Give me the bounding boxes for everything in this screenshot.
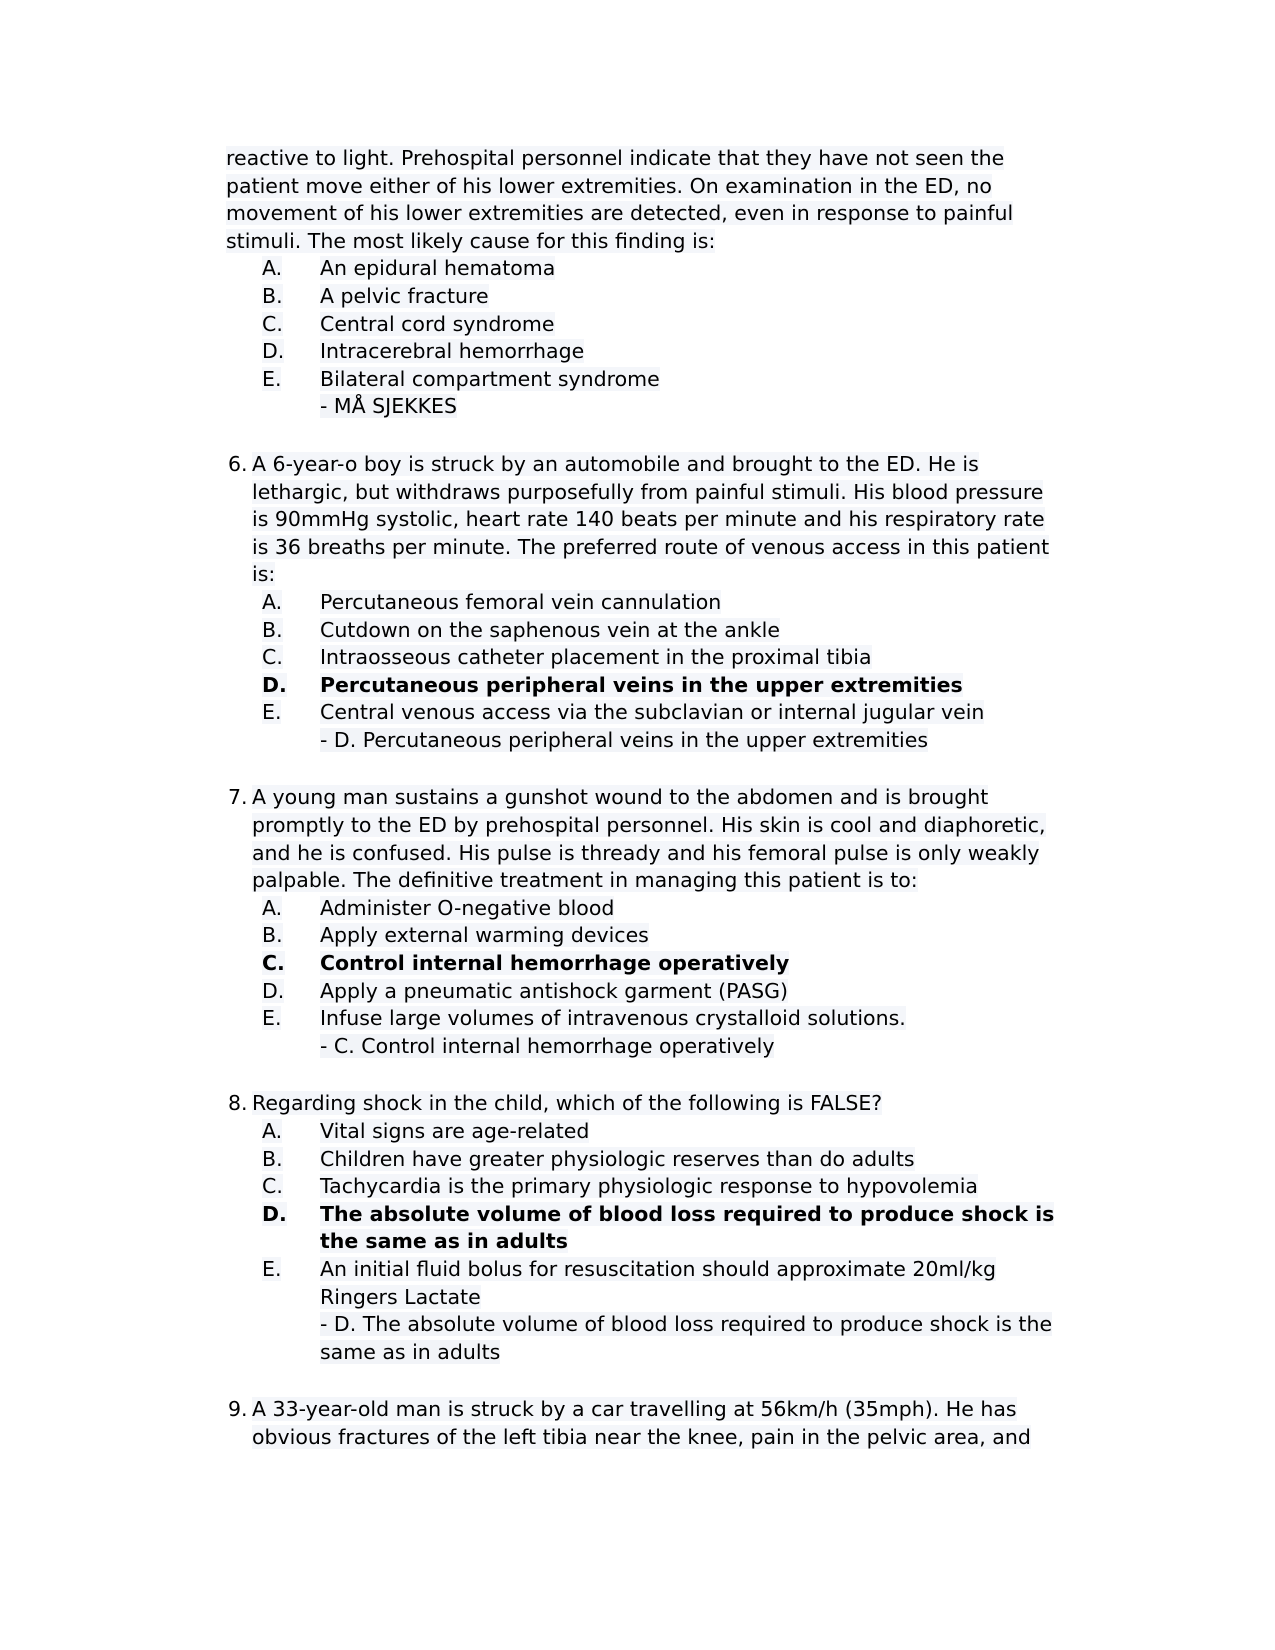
option-row[interactable]	[210, 311, 1065, 339]
option-text	[320, 1173, 1065, 1201]
option-letter	[210, 672, 320, 700]
option-row[interactable]	[210, 1005, 1065, 1033]
option-text	[320, 338, 1065, 366]
question-block-6	[210, 451, 1065, 755]
option-text	[320, 589, 1065, 617]
option-text-value: Central venous access via the subclavian or internal jugular vein	[320, 700, 985, 725]
answer-line-text: - D. Percutaneous peripheral veins in the upper extremities	[320, 727, 928, 752]
option-text	[320, 950, 1065, 978]
option-letter-text: E.	[262, 700, 282, 725]
option-row[interactable]	[210, 366, 1065, 394]
option-text	[320, 644, 1065, 672]
option-letter-text: B.	[262, 1146, 283, 1171]
option-row[interactable]	[210, 644, 1065, 672]
option-text	[320, 617, 1065, 645]
option-text-value: A pelvic fracture	[320, 283, 489, 308]
option-row[interactable]	[210, 978, 1065, 1006]
question-block-9	[210, 1396, 1065, 1451]
option-row[interactable]	[210, 895, 1065, 923]
question-stem-row	[210, 1396, 1065, 1451]
option-letter	[210, 950, 320, 978]
option-text	[320, 311, 1065, 339]
option-text	[320, 672, 1065, 700]
option-letter	[210, 1146, 320, 1174]
option-letter	[210, 283, 320, 311]
question-block-8	[210, 1090, 1065, 1366]
answer-line-text: - MÅ SJEKKES	[320, 394, 458, 419]
option-text-value: Central cord syndrome	[320, 311, 555, 336]
option-text-value: Apply a pneumatic antishock garment (PASG)	[320, 978, 789, 1003]
option-row[interactable]	[210, 338, 1065, 366]
question-stem-text: A 33-year-old man is struck by a car travelling at 56km/h (35mph). He has obvious fractures of the left tibia near the knee, pain in the pelvic area, and	[252, 1397, 1031, 1449]
option-list-6	[210, 589, 1065, 727]
answer-line	[320, 727, 1065, 755]
question-stem-row	[210, 784, 1065, 894]
option-letter-text: D.	[262, 1201, 287, 1226]
option-text	[320, 1201, 1065, 1256]
question-block-continuation	[210, 145, 1065, 421]
option-row-correct[interactable]	[210, 672, 1065, 700]
option-row[interactable]	[210, 922, 1065, 950]
option-letter	[210, 895, 320, 923]
option-text	[320, 699, 1065, 727]
option-letter	[210, 366, 320, 394]
option-row-correct[interactable]	[210, 1201, 1065, 1256]
option-list-7	[210, 895, 1065, 1033]
question-number	[210, 784, 252, 812]
option-row[interactable]	[210, 699, 1065, 727]
answer-line	[320, 393, 1065, 421]
option-text-value: Tachycardia is the primary physiologic response to hypovolemia	[320, 1174, 978, 1199]
option-text	[320, 1146, 1065, 1174]
option-letter-text: A.	[262, 895, 283, 920]
option-row[interactable]	[210, 283, 1065, 311]
option-text-value: Apply external warming devices	[320, 923, 649, 948]
option-letter-text: B.	[262, 283, 283, 308]
answer-line	[320, 1033, 1065, 1061]
option-text-value: Intraosseous catheter placement in the proximal tibia	[320, 645, 872, 670]
option-letter	[210, 311, 320, 339]
option-letter-text: D.	[262, 978, 285, 1003]
option-row[interactable]	[210, 589, 1065, 617]
answer-line-text: - C. Control internal hemorrhage operatively	[320, 1033, 775, 1058]
question-number-text: 9.	[228, 1397, 248, 1422]
option-letter-text: D.	[262, 339, 285, 364]
option-letter-text: E.	[262, 366, 282, 391]
option-letter-text: C.	[262, 951, 285, 976]
option-letter	[210, 1256, 320, 1284]
option-letter-text: B.	[262, 617, 283, 642]
option-row[interactable]	[210, 1118, 1065, 1146]
option-letter	[210, 338, 320, 366]
option-text-value: Children have greater physiologic reserves than do adults	[320, 1146, 915, 1171]
option-text-value: Bilateral compartment syndrome	[320, 366, 660, 391]
option-letter	[210, 617, 320, 645]
option-letter	[210, 1118, 320, 1146]
option-row[interactable]	[210, 1146, 1065, 1174]
question-stem-text: Regarding shock in the child, which of the following is FALSE?	[252, 1091, 883, 1116]
continuation-option-list	[210, 255, 1065, 393]
option-text-value: Intracerebral hemorrhage	[320, 339, 585, 364]
continuation-paragraph-text: reactive to light. Prehospital personnel indicate that they have not seen the patient move either of his lower extremities. On examination in the ED, no movement of his lower extremities are detected, even in response to painful stimuli. The most likely cause for this finding is:	[226, 146, 1014, 253]
question-stem-text: A young man sustains a gunshot wound to the abdomen and is brought promptly to the ED by prehospital personnel. His skin is cool and diaphoretic, and he is confused. His pulse is thready and his femoral pulse is only weakly palpable. The definitive treatment in managing this patient is to:	[252, 785, 1046, 893]
option-letter	[210, 978, 320, 1006]
question-number	[210, 1090, 252, 1118]
option-text	[320, 1118, 1065, 1146]
option-text-value: Administer O-negative blood	[320, 895, 615, 920]
option-row-correct[interactable]	[210, 950, 1065, 978]
option-row[interactable]	[210, 1256, 1065, 1311]
option-letter	[210, 1005, 320, 1033]
option-text	[320, 1005, 1065, 1033]
answer-line-text: - D. The absolute volume of blood loss required to produce shock is the same as in adults	[320, 1312, 1053, 1364]
option-text-value: Infuse large volumes of intravenous crystalloid solutions.	[320, 1006, 906, 1031]
option-text	[320, 922, 1065, 950]
option-letter-text: A.	[262, 1119, 283, 1143]
option-text-value: Vital signs are age-related	[320, 1119, 590, 1143]
option-letter	[210, 589, 320, 617]
question-stem	[252, 1396, 1065, 1451]
option-text-value: Control internal hemorrhage operatively	[320, 951, 790, 976]
option-letter-text: E.	[262, 1006, 282, 1031]
option-row[interactable]	[210, 617, 1065, 645]
option-text-value: An epidural hematoma	[320, 256, 556, 281]
question-number-text: 7.	[228, 785, 248, 810]
option-text	[320, 1256, 1065, 1311]
question-stem	[252, 451, 1065, 589]
option-letter	[210, 255, 320, 283]
question-number-text: 6.	[228, 451, 248, 476]
option-letter	[210, 699, 320, 727]
option-letter	[210, 644, 320, 672]
continuation-paragraph	[226, 145, 1065, 255]
option-letter-text: A.	[262, 256, 283, 281]
option-list-8	[210, 1118, 1065, 1311]
option-letter-text: A.	[262, 589, 283, 614]
question-stem-row	[210, 1090, 1065, 1118]
option-text	[320, 283, 1065, 311]
option-letter-text: C.	[262, 311, 283, 336]
option-text	[320, 366, 1065, 394]
question-stem-text: A 6-year-o boy is struck by an automobile and brought to the ED. He is lethargic, but withdraws purposefully from painful stimuli. His blood pressure is 90mmHg systolic, heart rate 140 beats per minute and his respiratory rate is 36 breaths per minute. The preferred route of venous access in this patient is:	[252, 451, 1050, 587]
option-letter	[210, 1201, 320, 1229]
question-stem	[252, 1090, 1065, 1118]
option-text-value: The absolute volume of blood loss required to produce shock is the same as in adults	[320, 1201, 1055, 1254]
option-letter-text: C.	[262, 645, 283, 670]
document-body	[210, 145, 1065, 1452]
option-text	[320, 895, 1065, 923]
option-text	[320, 978, 1065, 1006]
option-row[interactable]	[210, 255, 1065, 283]
option-letter-text: D.	[262, 672, 287, 697]
question-block-7	[210, 784, 1065, 1060]
question-stem-row	[210, 451, 1065, 589]
question-stem	[252, 784, 1065, 894]
option-letter-text: B.	[262, 923, 283, 948]
option-text	[320, 255, 1065, 283]
question-number	[210, 451, 252, 479]
option-text-value: An initial fluid bolus for resuscitation should approximate 20ml/kg Ringers Lactate	[320, 1256, 996, 1309]
option-letter-text: C.	[262, 1174, 283, 1199]
option-text-value: Percutaneous peripheral veins in the upper extremities	[320, 672, 963, 697]
option-letter	[210, 922, 320, 950]
option-letter-text: E.	[262, 1256, 282, 1281]
option-letter	[210, 1173, 320, 1201]
question-number-text: 8.	[228, 1091, 248, 1116]
option-text-value: Cutdown on the saphenous vein at the ankle	[320, 617, 780, 642]
question-number	[210, 1396, 252, 1424]
option-text-value: Percutaneous femoral vein cannulation	[320, 589, 722, 614]
answer-line	[320, 1311, 1065, 1366]
option-row[interactable]	[210, 1173, 1065, 1201]
